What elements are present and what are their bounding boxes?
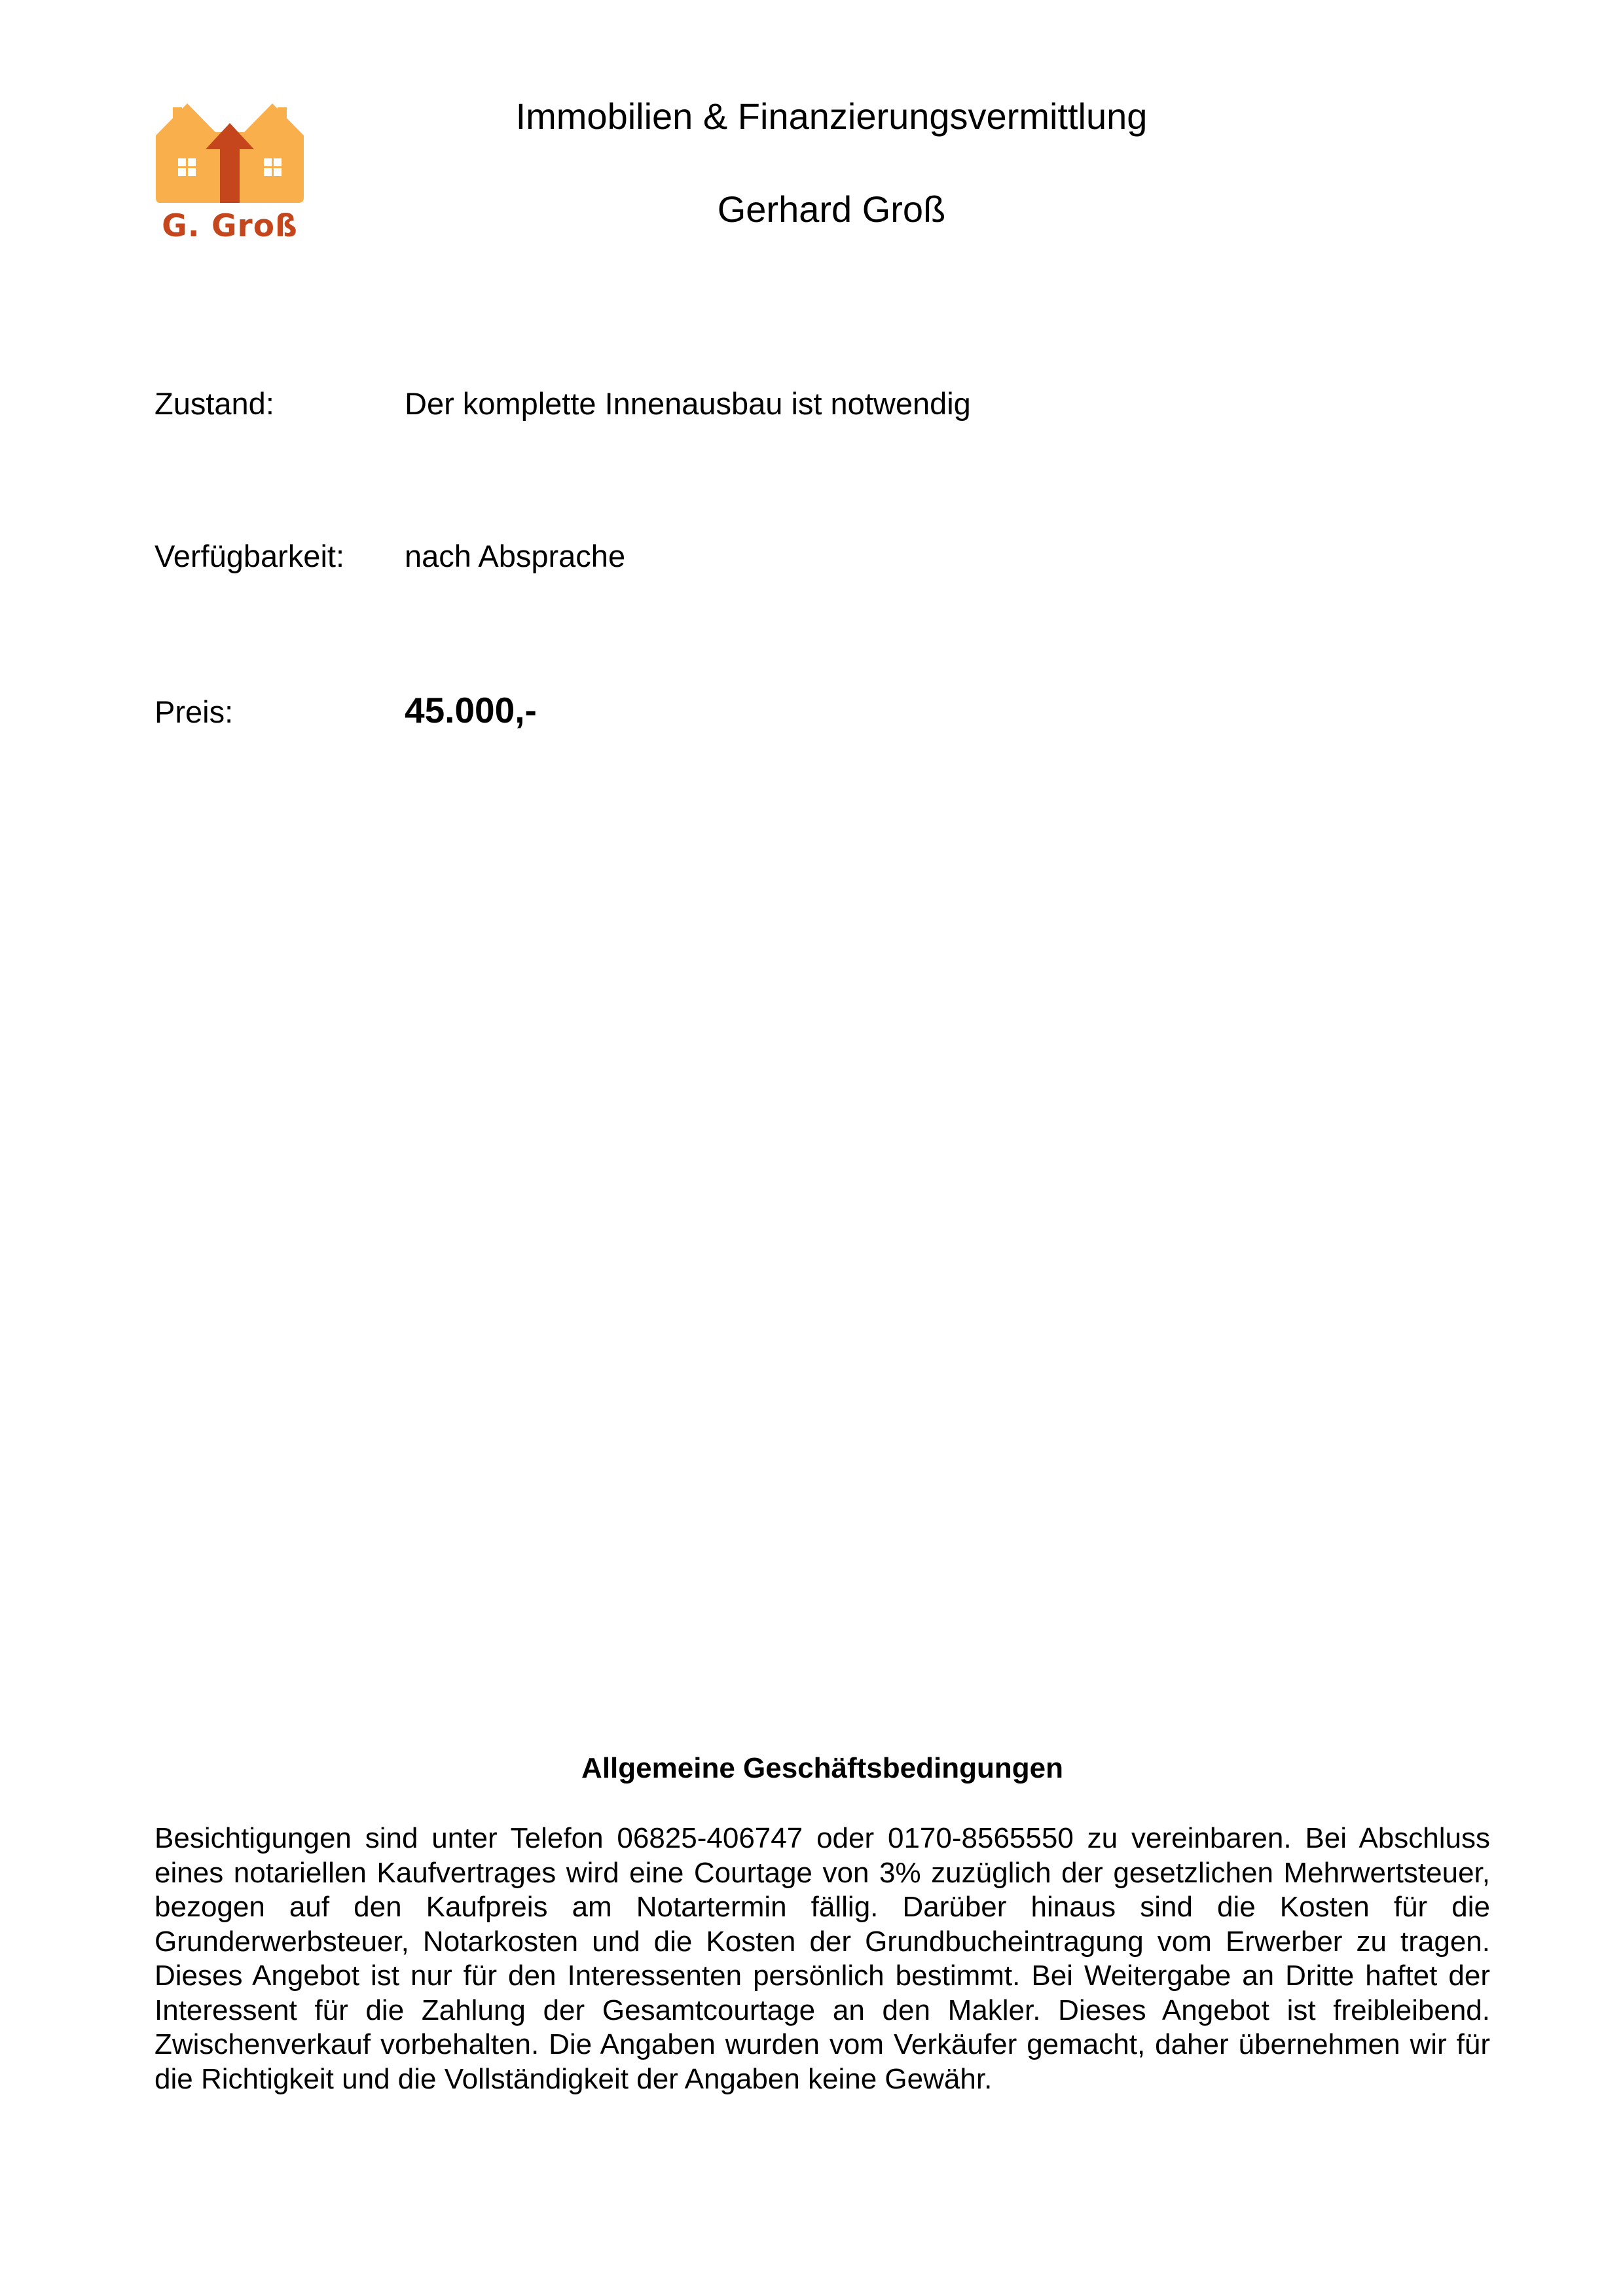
logo-text: G. Groß — [162, 208, 298, 244]
house-with-arrow-icon — [155, 98, 305, 209]
verfuegbarkeit-value: nach Absprache — [405, 539, 626, 573]
preis-value: 45.000,- — [405, 690, 537, 730]
agb-title: Allgemeine Geschäftsbedingungen — [581, 1752, 1063, 1784]
company-title: Immobilien & Finanzierungsvermittlung — [515, 96, 1148, 137]
zustand-value: Der komplette Innenausbau ist notwendig — [405, 386, 971, 421]
preis-label: Preis: — [155, 694, 234, 729]
agb-text: Besichtigungen sind unter Telefon 06825-406747 oder 0170-8565550 zu vereinbaren. Bei Abschluss eines notariellen Kaufvertrages wird eine Courtage von 3% zuzüglich der gesetzlichen Mehrwertsteuer, bezogen auf den Kaufpreis am Notartermin fällig. Darüber hinaus sind die Kosten für die Grunderwerbsteuer, Notarkosten und die Kosten der Grundbucheintragung vom Erwerber zu tragen. Dieses Angebot ist nur für den Interessenten persönlich bestimmt. Bei Weitergabe an Dritte haftet der Interessent für die Zahlung der Gesamtcourtage an den Makler. Dieses Angebot ist freibleibend. Zwischenverkauf vorbehalten. Die Angaben wurden vom Verkäufer gemacht, daher übernehmen wir für die Richtigkeit und die Vollständigkeit der Angaben keine Gewähr. — [155, 1822, 1490, 2095]
verfuegbarkeit-label: Verfügbarkeit: — [155, 539, 345, 573]
company-logo — [155, 98, 305, 255]
zustand-label: Zustand: — [155, 386, 274, 421]
company-owner: Gerhard Groß — [717, 188, 946, 230]
